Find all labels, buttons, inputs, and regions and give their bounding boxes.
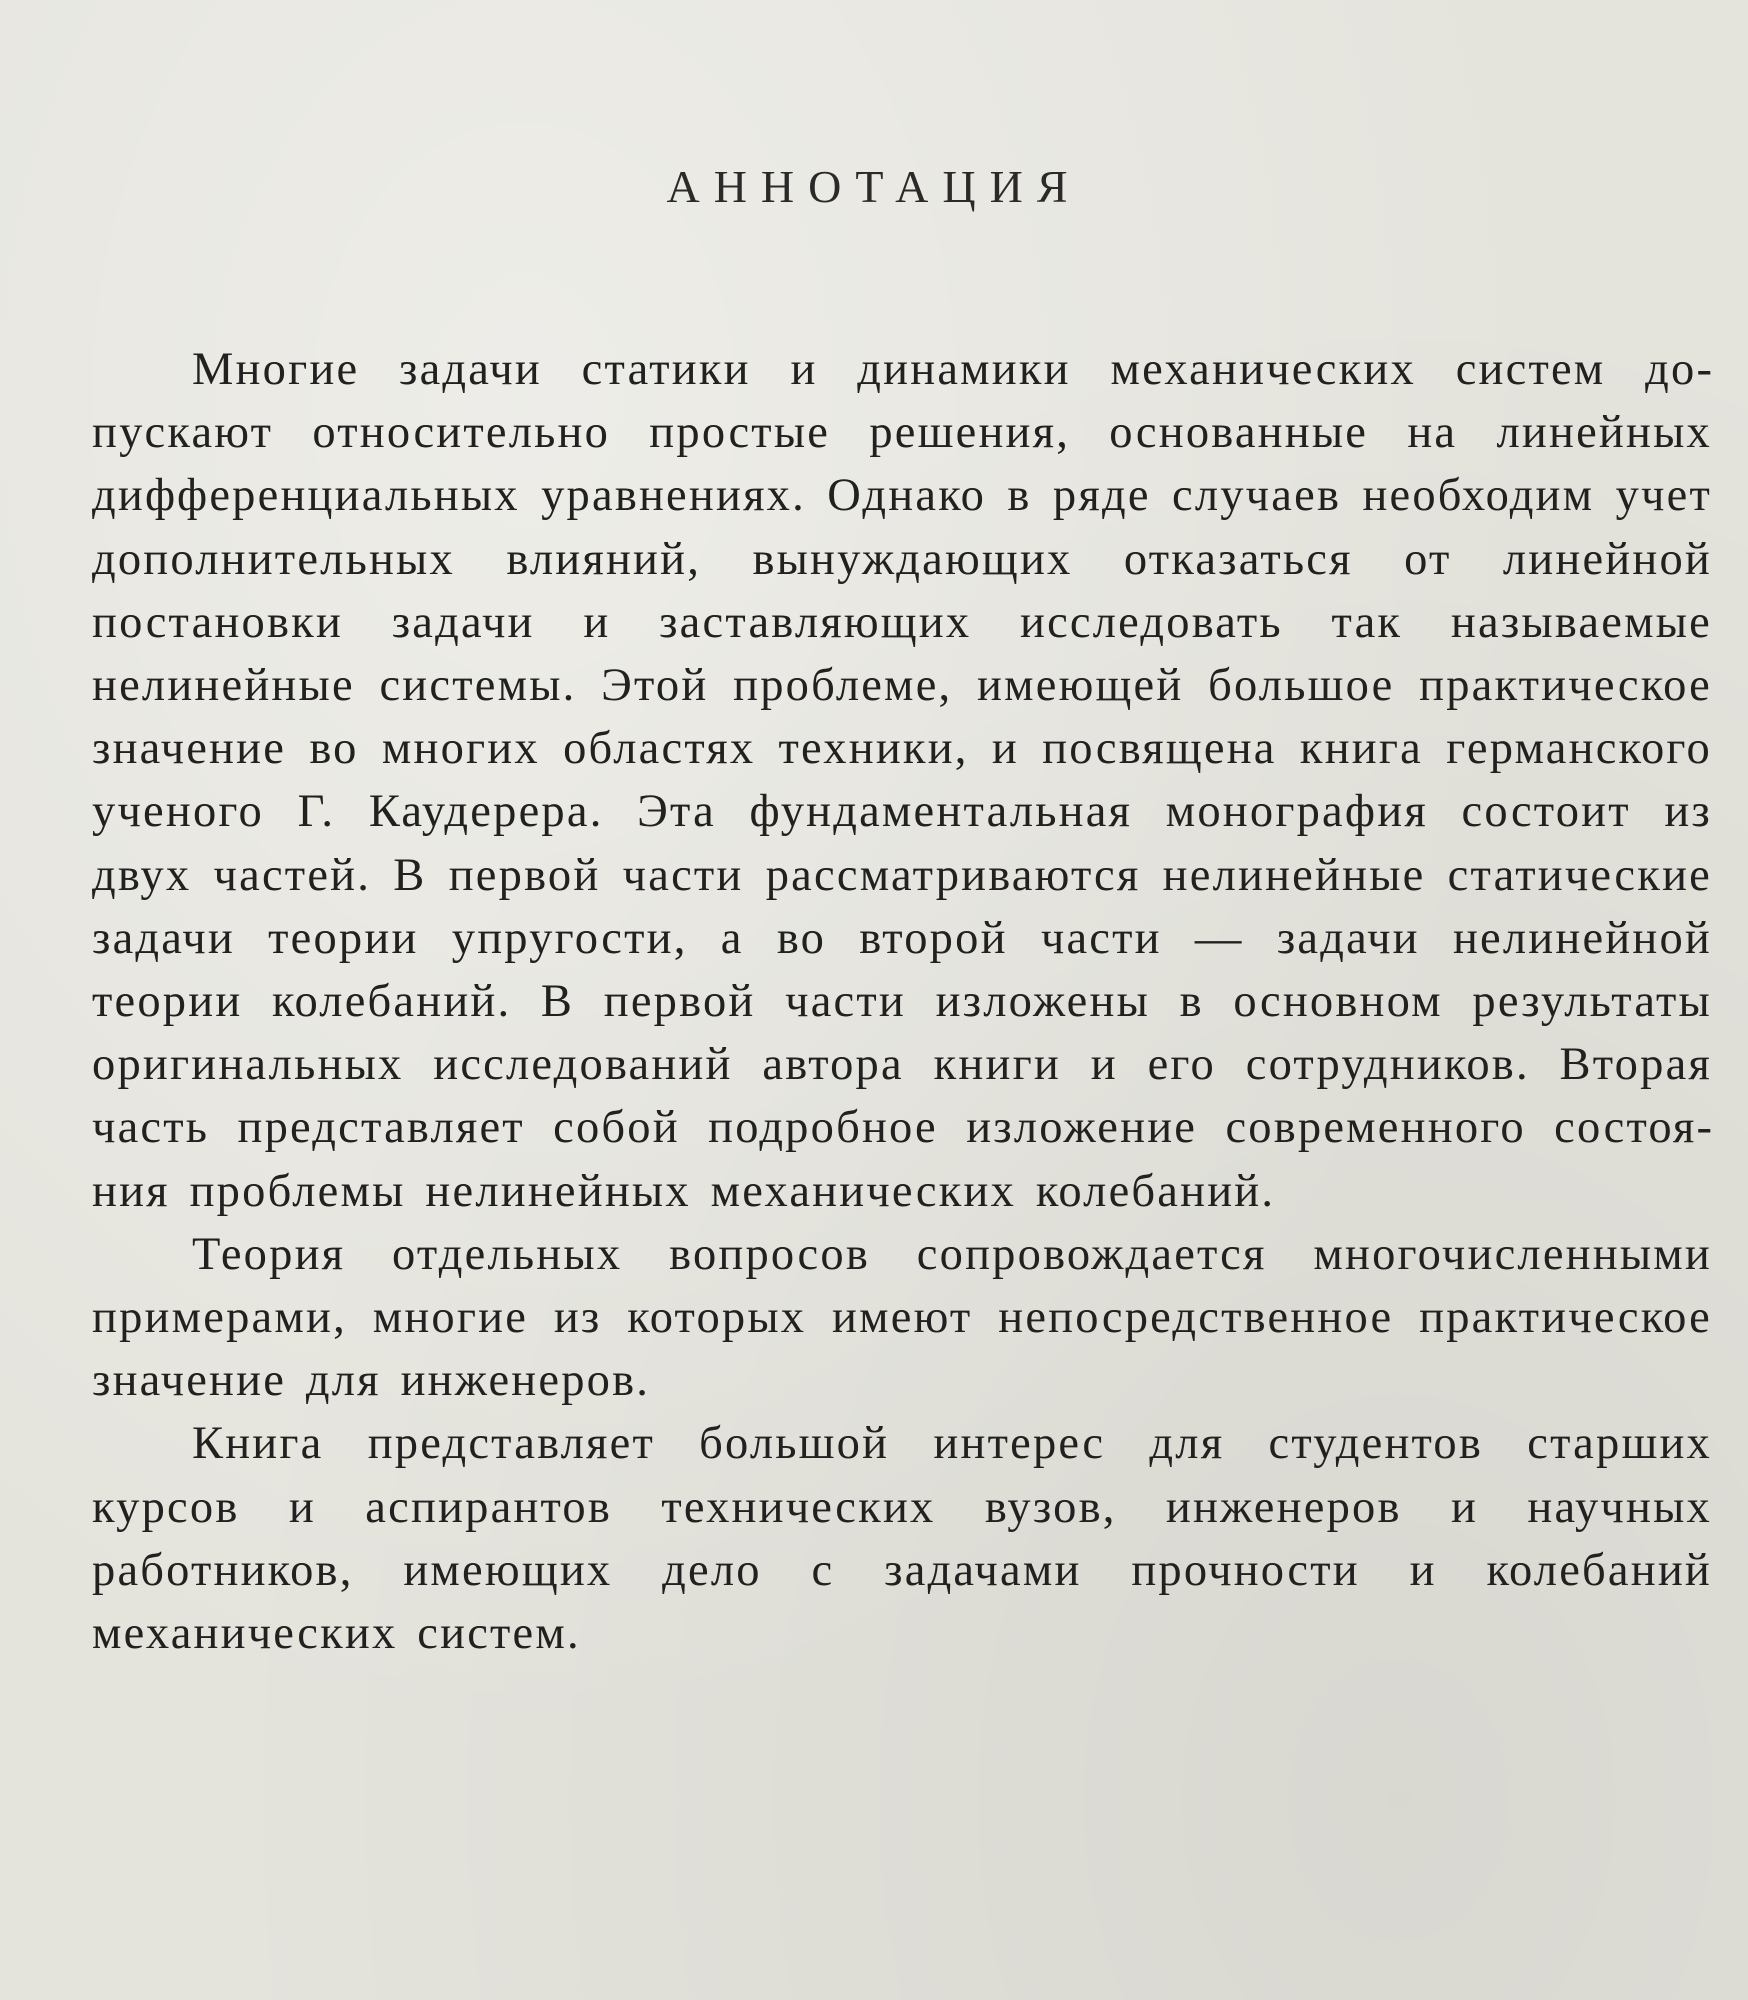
paragraph-1: Многие задачи статики и динамики механических систем допускают относительно простые решения, основанные на линейных дифференциальных уравнениях. Однако в ряде случаев необходим учет дополнительных влияний, вынуждающих отказаться от линейной постановки задачи и заставляющих исследовать так называемые нелинейные системы. Этой проблеме, имеющей большое практическое значение во многих областях техники, и посвящена книга германского ученого Г. Каудерера. Эта фундаментальная монография состоит из двух частей. В первой части рассматриваются нелинейные статические задачи теории упругости, а во второй части — задачи нелинейной теории колебаний. В первой части изложены в основном результаты оригинальных исследований автора книги и его сотрудников. Вторая часть представляет собой подробное изложение современного состояния проблемы нелинейных механических колебаний. — [92, 344, 1712, 1217]
paragraph-3: Книга представляет большой интерес для студентов старших курсов и аспирантов технических вузов, инженеров и научных работников, имеющих дело с задачами прочности и колебаний механических систем. — [92, 1418, 1712, 1660]
annotation-body — [92, 338, 1712, 1665]
page-title: АННОТАЦИЯ — [666, 161, 1082, 212]
paragraph-2: Теория отдельных вопросов сопровождается многочисленными примерами, многие из которых имеют непосредственное практическое значение для инженеров. — [92, 1228, 1712, 1407]
